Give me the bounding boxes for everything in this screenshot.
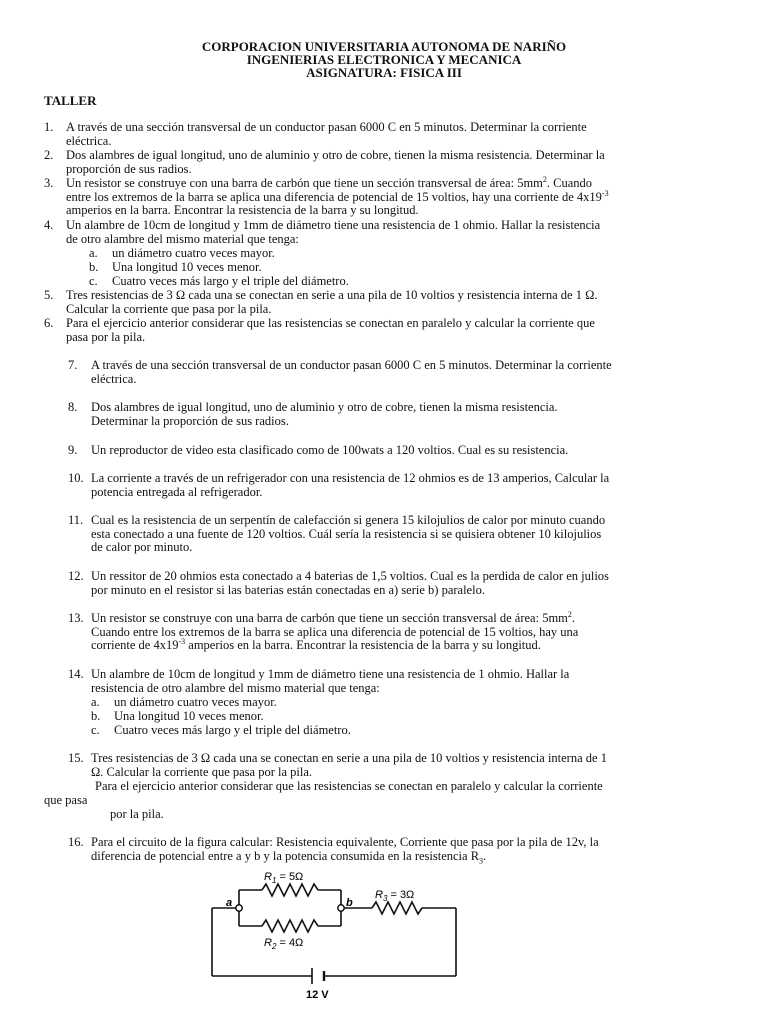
exercise-number: 7.: [68, 358, 78, 372]
exercise-text-line: Un ressitor de 20 ohmios esta conectado a 4 baterias de 1,5 voltios. Cual es la perdida de calor en julios: [91, 569, 609, 583]
exercise-number: 16.: [68, 835, 84, 849]
exercise-text-line: pasa por la pila.: [66, 329, 146, 344]
exercise-number: 9.: [68, 443, 78, 457]
sub-item: c. Cuatro veces más largo y el triple del diámetro.: [91, 723, 351, 737]
exercise-text-line: de calor por minuto.: [91, 540, 193, 554]
label-node-a: a: [226, 897, 233, 909]
exercise-text-line: Ω. Calcular la corriente que pasa por la pila.: [91, 764, 313, 779]
resistor-r2: [262, 920, 318, 932]
exercise-number: 12.: [68, 569, 84, 583]
exercise-text-line: Cual es la resistencia de un serpentín de calefacción si genera 15 kilojulios de calor por minuto cuando: [91, 513, 606, 527]
exercise-text-line: A través de una sección transversal de un conductor pasan 6000 C en 5 minutos. Determinar la corriente: [91, 358, 612, 372]
exercise-number: 15.: [68, 751, 84, 765]
exercise-number: 6.: [44, 316, 54, 330]
exercise-15-continuation: Para el ejercicio anterior considerar que las resistencias se conectan en paralelo y calcular la corriente: [95, 779, 603, 793]
course-title: ASIGNATURA: FISICA III: [306, 65, 462, 80]
sub-item: a. un diámetro cuatro veces mayor.: [91, 695, 277, 709]
exercise-text-line: eléctrica.: [66, 133, 112, 148]
label-r3: $R_3 = 3\Omega$: [375, 889, 415, 903]
exercise-text-line: de otro alambre del mismo material que tenga:: [66, 231, 299, 246]
exercise-text-line: entre los extremos de la barra se aplica una diferencia de potencial de 15 voltios, hay una corriente de $4x19^{-3}$: [66, 188, 609, 204]
exercise-text-line: Un alambre de 10cm de longitud y 1mm de diámetro tiene una resistencia de 1 ohmio. Hallar la: [91, 667, 570, 681]
label-r1: $R_1 = 5\Omega$: [264, 871, 304, 885]
sub-item: b. Una longitud 10 veces menor.: [89, 260, 262, 274]
exercise-15-continuation: por la pila.: [110, 807, 164, 821]
exercise-text-line: amperios en la barra. Encontrar la resistencia de la barra y su longitud.: [66, 203, 419, 217]
exercise-number: 14.: [68, 667, 84, 681]
section-title: TALLER: [44, 93, 97, 108]
exercise-text-line: eléctrica.: [91, 371, 137, 386]
exercise-text-line: Cuando entre los extremos de la barra se aplica una diferencia de potencial de 15 voltios, hay una: [91, 624, 579, 639]
exercise-text-line: corriente de $4x19^{-3}$ amperios en la barra. Encontrar la resistencia de la barra y su longitud.: [91, 636, 541, 652]
exercise-number: 1.: [44, 120, 54, 134]
program-title: INGENIERIAS ELECTRONICA Y MECANICA: [246, 52, 522, 67]
exercise-number: 13.: [68, 611, 84, 625]
exercise-text-line: Tres resistencias de 3 Ω cada una se conectan en serie a una pila de 10 voltios y resistencia interna de 1 Ω.: [66, 288, 598, 302]
exercise-number: 5.: [44, 288, 54, 302]
exercise-text-line: Para el circuito de la figura calcular: Resistencia equivalente, Corriente que pasa por la pila de 12v, la: [91, 835, 599, 849]
exercise-text-line: esta conectado a una fuente de 120 voltios. Cuál sería la resistencia si se quisiera obtener 10 kilojulios: [91, 526, 602, 541]
label-battery: 12 V: [306, 989, 329, 1001]
exercise-number: 8.: [68, 400, 78, 414]
label-node-b: b: [346, 897, 353, 909]
resistor-r3: [372, 902, 422, 914]
exercise-text-line: Un reproductor de video esta clasificado como de 100wats a 120 voltios. Cual es su resistencia.: [91, 443, 569, 457]
exercise-text-line: resistencia de otro alambre del mismo material que tenga:: [91, 680, 380, 695]
exercise-text-line: Para el ejercicio anterior considerar que las resistencias se conectan en paralelo y calcular la corriente que: [66, 316, 595, 330]
exercise-text-line: Dos alambres de igual longitud, uno de aluminio y otro de cobre, tienen la misma resistencia. Determinar la: [66, 148, 605, 162]
exercise-text-line: La corriente a través de un refrigerador con una resistencia de 12 ohmios es de 13 amperios, Calcular la: [91, 471, 610, 485]
exercise-number: 11.: [68, 513, 84, 527]
exercise-text-line: potencia entregada al refrigerador.: [91, 484, 263, 499]
node-a-dot: [236, 905, 242, 911]
node-b-dot: [338, 905, 344, 911]
exercise-text-line: Un resistor se construye con una barra de carbón que tiene un sección transversal de área: $5mm^2$.: [91, 609, 576, 625]
exercise-text-line: proporción de sus radios.: [66, 161, 192, 176]
exercise-number: 3.: [44, 176, 54, 190]
resistor-r1: [262, 884, 318, 896]
exercise-text-line: Calcular la corriente que pasa por la pila.: [66, 301, 272, 316]
exercise-number: 10.: [68, 471, 84, 485]
exercise-text-line: por minuto en el resistor si las baterias están conectadas en a) serie b) paralelo.: [91, 582, 485, 597]
exercise-number: 4.: [44, 218, 54, 232]
circuit-diagram: [200, 868, 470, 1004]
exercise-text-line: Un resistor se construye con una barra de carbón que tiene un sección transversal de área: $5mm^2$. Cuando: [66, 174, 593, 190]
exercise-15-continuation: que pasa: [44, 793, 88, 807]
exercise-number: 2.: [44, 148, 54, 162]
sub-item: b. Una longitud 10 veces menor.: [91, 709, 264, 723]
exercise-text-line: Determinar la proporción de sus radios.: [91, 413, 289, 428]
exercise-text-line: Tres resistencias de 3 Ω cada una se conectan en serie a una pila de 10 voltios y resistencia interna de 1: [91, 751, 607, 765]
institution-title: CORPORACION UNIVERSITARIA AUTONOMA DE NARIÑO: [201, 39, 567, 54]
exercise-text-line: Un alambre de 10cm de longitud y 1mm de diámetro tiene una resistencia de 1 ohmio. Hallar la resistencia: [66, 218, 601, 232]
exercise-text-line: A través de una sección transversal de un conductor pasan 6000 C en 5 minutos. Determinar la corriente: [66, 120, 587, 134]
exercise-text-line: Dos alambres de igual longitud, uno de aluminio y otro de cobre, tienen la misma resistencia.: [91, 400, 558, 414]
label-r2: $R_2 = 4\Omega$: [264, 937, 304, 951]
sub-item: a. un diámetro cuatro veces mayor.: [89, 246, 275, 260]
sub-item: c. Cuatro veces más largo y el triple del diámetro.: [89, 274, 349, 288]
exercise-text-line: diferencia de potencial entre a y b y la potencia consumida en la resistencia $R_3$.: [91, 848, 487, 865]
